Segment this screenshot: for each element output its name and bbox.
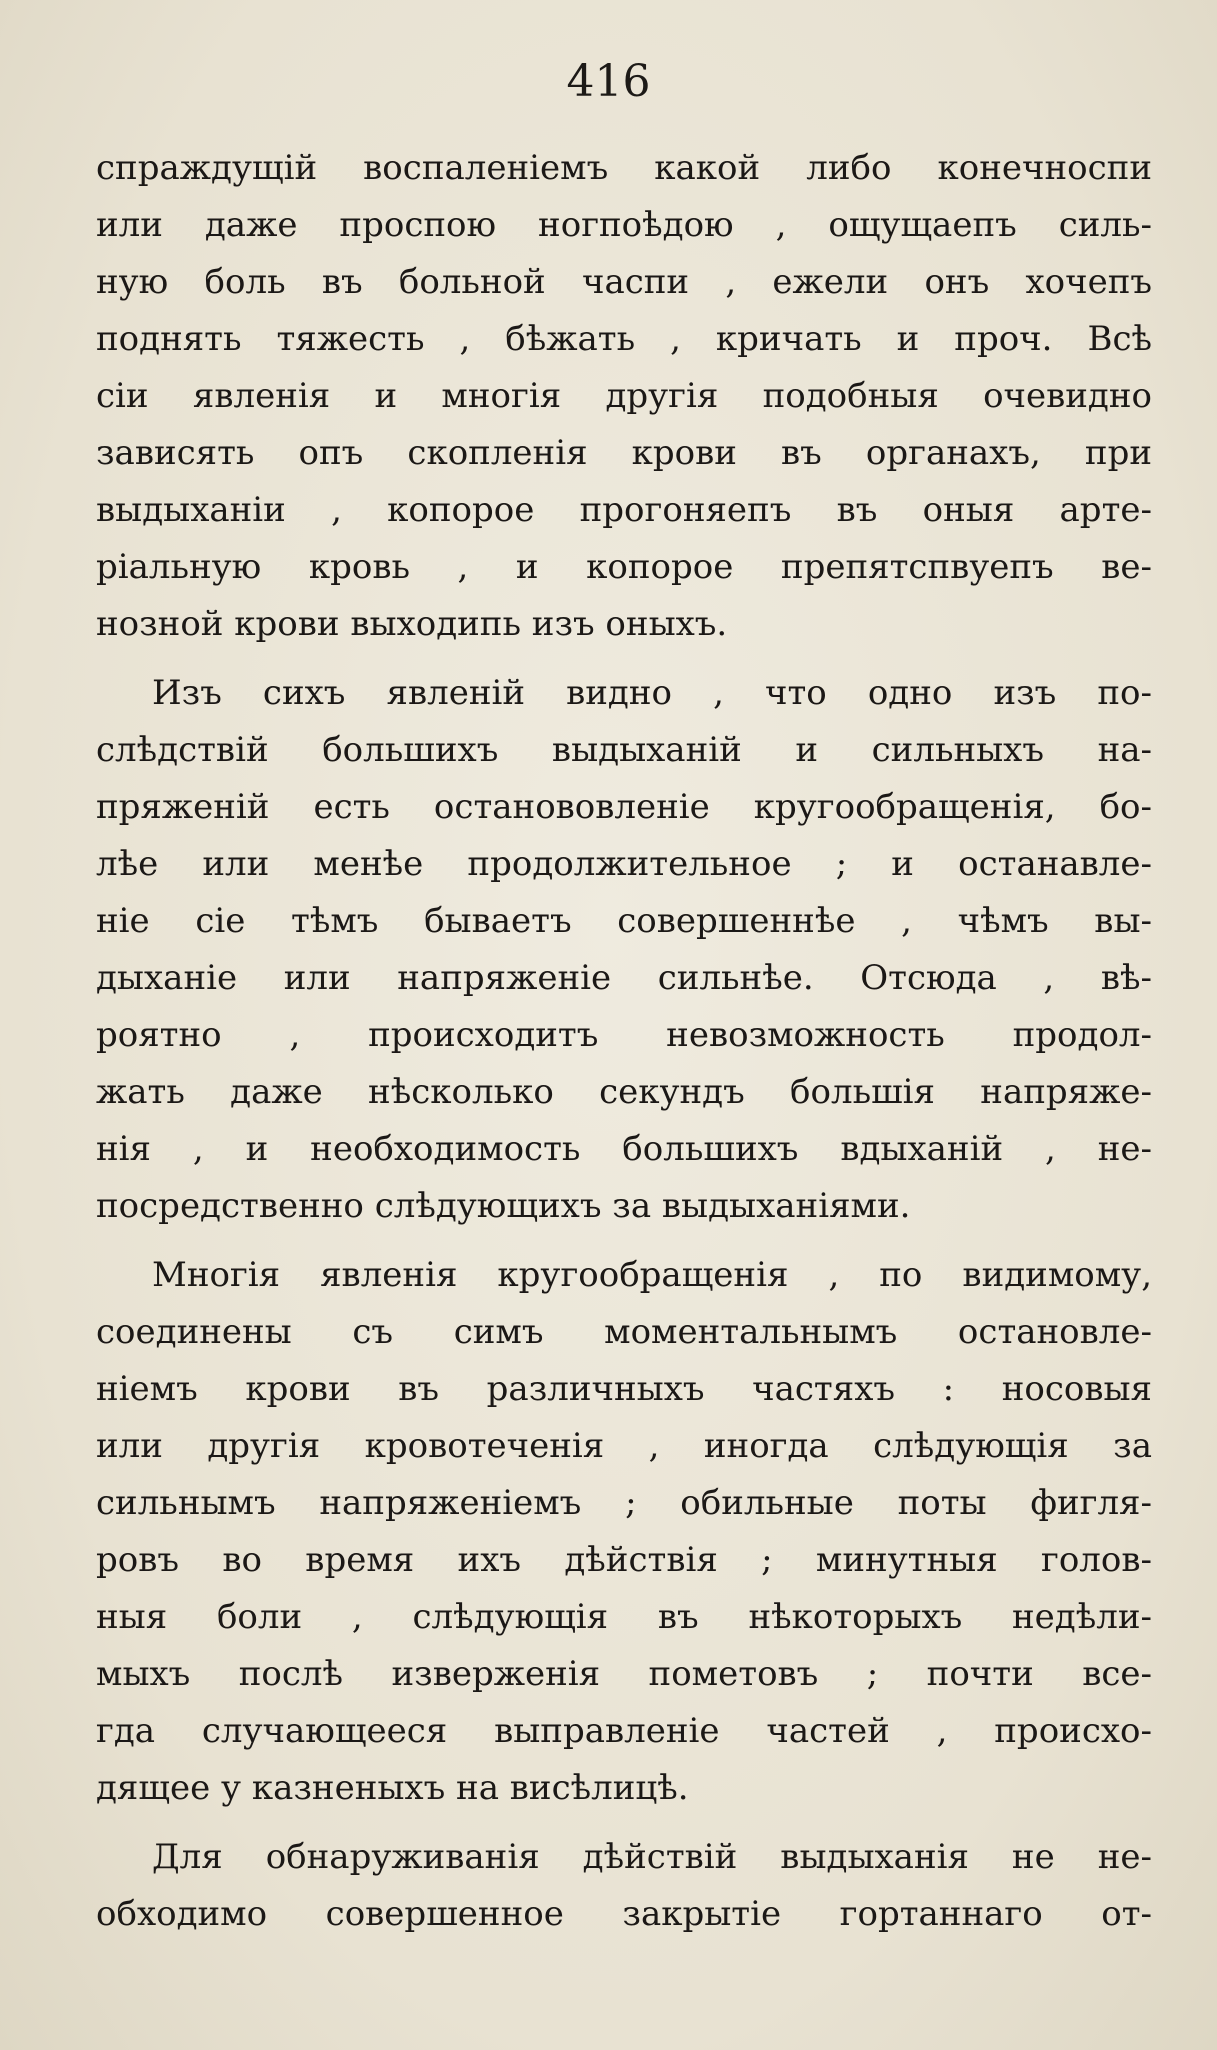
text-line: или другія кровотеченія , иногда слѣдующія за: [96, 1426, 1152, 1466]
text-line: ныя боли , слѣдующія въ нѣкоторыхъ недѣли-: [96, 1597, 1152, 1637]
text-line: ніемъ крови въ различныхъ частяхъ : носовыя: [96, 1369, 1152, 1409]
paragraph-3: [96, 1247, 1152, 1817]
text-line: нія , и необходимость большихъ вдыханій , не-: [96, 1129, 1152, 1169]
text-line: нозной крови выходипь изъ оныхъ.: [96, 604, 728, 644]
text-line: зависять опъ скопленія крови въ органахъ, при: [96, 433, 1152, 473]
text-line: обходимо совершенное закрытіе гортаннаго от-: [96, 1894, 1152, 1934]
text-line: соединены съ симъ моментальнымъ остановле-: [96, 1312, 1152, 1352]
page-number: 416: [566, 56, 651, 107]
paragraph-1: [96, 140, 1152, 653]
text-line: сіи явленія и многія другія подобныя очевидно: [96, 376, 1152, 416]
body-text: [96, 140, 1152, 1943]
text-line: спраждущій воспаленіемъ какой либо конечноспи: [96, 148, 1152, 188]
text-line: ніе сіе тѣмъ бываетъ совершеннѣе , чѣмъ вы-: [96, 901, 1152, 941]
text-line: или даже проспою ногпоѣдою , ощущаепъ силь-: [96, 205, 1152, 245]
text-line: роятно , происходитъ невозможность продол-: [96, 1015, 1152, 1055]
text-line: выдыханіи , копорое прогоняепъ въ оныя арте-: [96, 490, 1152, 530]
text-line: Изъ сихъ явленій видно , что одно изъ по-: [152, 673, 1152, 713]
text-line: Для обнаруживанія дѣйствій выдыханія не не-: [152, 1837, 1152, 1877]
text-line: жать даже нѣсколько секундъ большія напряже-: [96, 1072, 1152, 1112]
text-line: пряженій есть останововленіе кругообращенія, бо-: [96, 787, 1152, 827]
text-line: гда случающееся выправленіе частей , происхо-: [96, 1711, 1152, 1751]
text-line: лѣе или менѣе продолжительное ; и останавле-: [96, 844, 1152, 884]
paragraph-4: [96, 1829, 1152, 1943]
text-line: ную боль въ больной часпи , ежели онъ хочепъ: [96, 262, 1152, 302]
text-line: ровъ во время ихъ дѣйствія ; минутныя голов-: [96, 1540, 1152, 1580]
text-line: сильнымъ напряженіемъ ; обильные поты фигля-: [96, 1483, 1152, 1523]
text-line: ріальную кровь , и копорое препятспвуепъ ве-: [96, 547, 1152, 587]
text-line: Многія явленія кругообращенія , по видимому,: [152, 1255, 1152, 1295]
text-line: слѣдствій большихъ выдыханій и сильныхъ на-: [96, 730, 1152, 770]
text-line: дящее у казненыхъ на висѣлицѣ.: [96, 1768, 689, 1808]
text-line: посредственно слѣдующихъ за выдыханіями.: [96, 1186, 911, 1226]
paragraph-2: [96, 665, 1152, 1235]
text-line: поднять тяжесть , бѣжать , кричать и проч. Всѣ: [96, 319, 1152, 359]
text-line: мыхъ послѣ изверженія пометовъ ; почти все-: [96, 1654, 1152, 1694]
text-line: дыханіе или напряженіе сильнѣе. Отсюда , вѣ-: [96, 958, 1152, 998]
